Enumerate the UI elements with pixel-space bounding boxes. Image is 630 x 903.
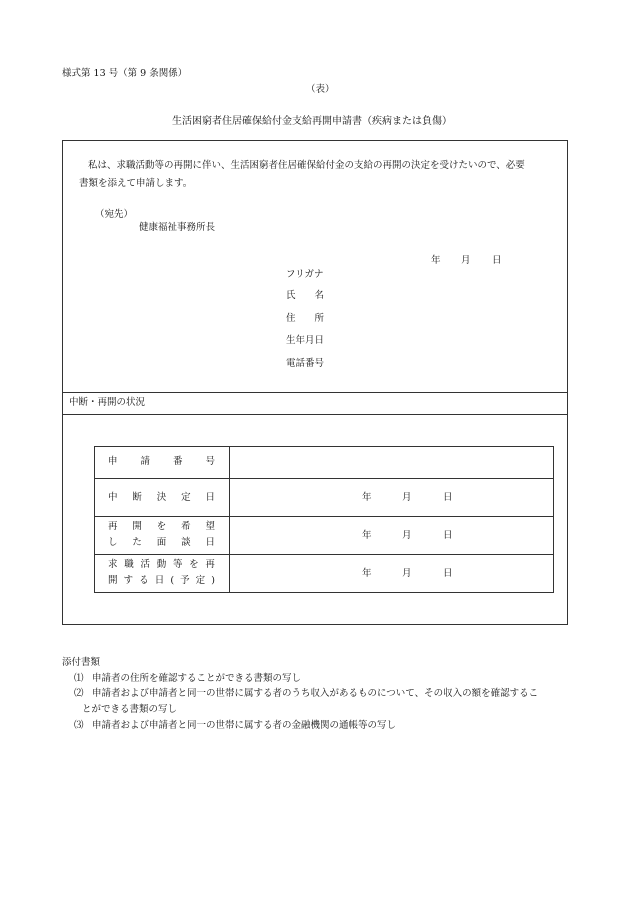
label-char: 日 [205,492,215,503]
name-label-char: 氏 [286,290,296,301]
address-label-char: 住 [286,313,296,324]
attachment-item: 申請者の住所を確認することができる書類の写し [92,673,302,684]
table-row-label-interview-date-line1 [108,522,215,532]
side-label: （表） [306,84,335,95]
label-char: 動 [156,559,167,570]
label-char: 定 [195,575,206,586]
table-row-label-interview-date-line2 [108,538,215,548]
date-day: 日 [492,255,502,266]
label-char: 日 [205,537,215,548]
label-char: 請 [140,456,150,467]
table-row-divider [94,554,554,555]
label-char: る [139,575,149,586]
label-char: 面 [156,537,167,548]
table-row-label-application-number [108,457,215,467]
table-row-divider [94,516,554,517]
label-char: 開 [108,575,118,586]
form-number: 様式第 13 号（第 9 条関係） [62,68,188,79]
section-divider [62,392,568,393]
label-char: 予 [180,575,190,586]
label-char: 再 [205,559,215,570]
form-title: 生活困窮者住居確保給付金支給再開申請書（疾病または負傷） [172,116,452,127]
address-label-char: 所 [314,313,324,324]
addressee-label: （宛先） [95,209,134,220]
label-char: 断 [132,492,142,503]
resume-date-year: 年 [362,568,372,579]
interview-date-month: 月 [402,530,412,541]
label-char: 談 [181,537,191,548]
section-divider-2 [62,414,568,415]
attachment-marker: ⑴ [74,673,84,684]
label-char: 申 [108,456,118,467]
date-month: 月 [461,255,471,266]
suspension-date-year: 年 [362,492,372,503]
suspension-date-month: 月 [402,492,412,503]
label-char: 決 [156,492,167,503]
label-char: 望 [205,521,215,532]
label-char: し [108,537,118,548]
label-char: ( [170,575,175,586]
birthdate-label: 生年月日 [286,335,325,346]
label-char: す [123,575,134,586]
label-char: 職 [124,559,134,570]
application-text-line2: 書類を添えて申請します。 [79,178,193,189]
table-row-divider [94,478,554,479]
label-char: た [132,537,142,548]
attachment-item-continued: とができる書類の写し [82,704,178,715]
label-char: 希 [181,521,191,532]
phone-label: 電話番号 [286,358,325,369]
table-row-label-resume-date-line2 [108,576,215,586]
application-text-line1: 私は、求職活動等の再開に伴い、生活困窮者住居確保給付金の支給の再開の決定を受けたいので、必要 [88,160,525,171]
label-char: 等 [172,559,183,570]
status-table [94,446,554,593]
attachments-heading: 添付書類 [62,657,101,668]
name-label-char: 名 [314,290,324,301]
label-char: 活 [140,559,150,570]
name-label [286,291,324,301]
status-section-title: 中断・再開の状況 [69,397,146,408]
attachment-marker: ⑵ [74,688,84,699]
resume-date-month: 月 [402,568,412,579]
interview-date-day: 日 [443,530,453,541]
label-char: 日 [154,575,165,586]
label-char: を [189,559,199,570]
resume-date-day: 日 [443,568,453,579]
date-year: 年 [431,255,441,266]
table-row-label-suspension-date [108,493,215,503]
label-char: 再 [108,521,118,532]
label-char: 号 [205,456,215,467]
label-char: 番 [172,456,183,467]
attachment-marker: ⑶ [74,720,84,731]
label-char: 開 [132,521,142,532]
label-char: 求 [108,559,118,570]
table-row-label-resume-date-line1 [108,560,215,570]
interview-date-year: 年 [362,530,372,541]
label-char: 定 [181,492,191,503]
attachment-item: 申請者および申請者と同一の世帯に属する者の金融機関の通帳等の写し [92,720,397,731]
addressee: 健康福祉事務所長 [139,222,216,233]
label-char: を [156,521,167,532]
attachment-item: 申請者および申請者と同一の世帯に属する者のうち収入があるものについて、その収入の額を確認するこ [92,688,539,699]
furigana-label: フリガナ [286,269,324,280]
suspension-date-day: 日 [443,492,453,503]
label-char: 中 [108,492,118,503]
label-char: ) [211,575,215,586]
table-column-divider [229,446,230,593]
address-label [286,314,324,324]
